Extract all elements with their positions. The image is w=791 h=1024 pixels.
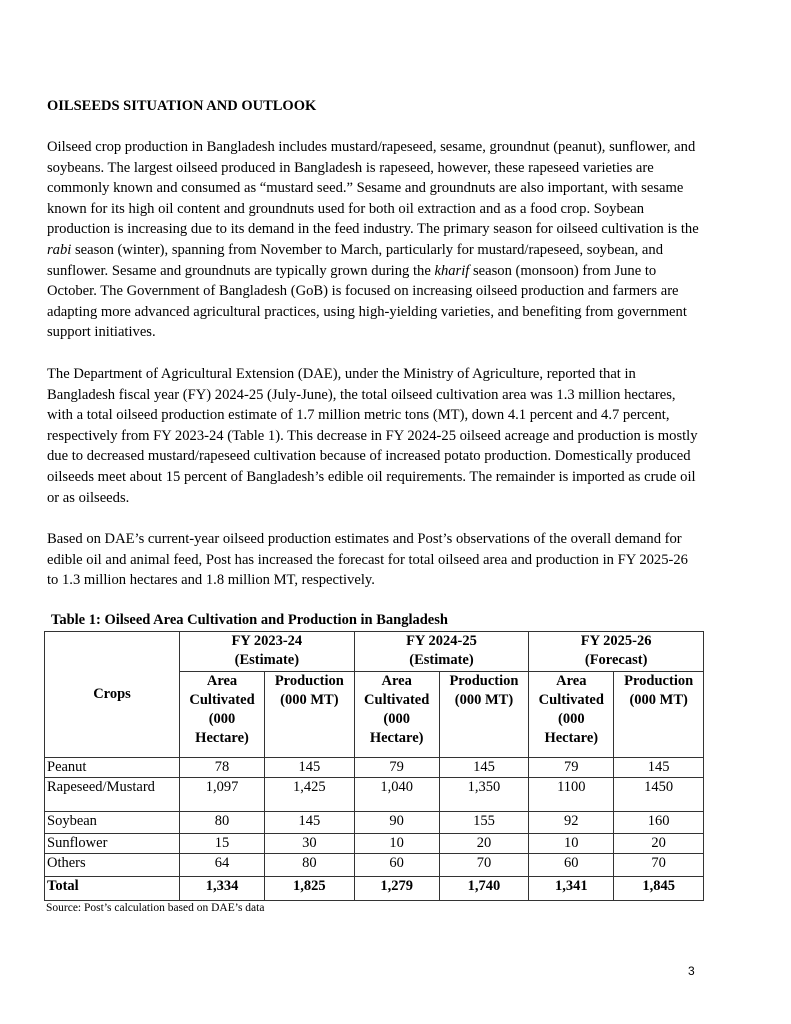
cell-value: 30 (265, 834, 355, 854)
cell-value: 80 (180, 812, 265, 834)
production-header: Production (000 MT) (439, 672, 529, 758)
cell-value: 1,334 (180, 877, 265, 901)
area-header: Area Cultivated (000 Hectare) (529, 672, 614, 758)
table-caption: Table 1: Oilseed Area Cultivation and Production in Bangladesh (51, 612, 448, 628)
cell-value: 1100 (529, 778, 614, 812)
cell-value: 90 (354, 812, 439, 834)
page-number: 3 (688, 964, 695, 978)
paragraph-dae-report: The Department of Agricultural Extension (DAE), under the Ministry of Agriculture, reported that in Bangladesh fiscal year (FY) 2024-25 (July-June), the total oilseed cultivation area was 1.3 million hectares, with a total oilseed production estimate of 1.7 million metric tons (MT), down 4.1 percent and 4.7 percent, respectively from FY 2023-24 (Table 1). This decrease in FY 2024-25 oilseed acreage and production is mostly due to decreased mustard/rapeseed cultivation because of increased potato production. Domestically produced oilseeds meet about 15 percent of Bangladesh’s edible oil requirements. The remainder is imported as crude oil or as oilseeds. (47, 366, 698, 506)
area-header: Area Cultivated (000 Hectare) (180, 672, 265, 758)
cell-value: 92 (529, 812, 614, 834)
cell-value: 160 (614, 812, 704, 834)
cell-value: 1,740 (439, 877, 529, 901)
crop-name: Total (45, 877, 180, 901)
cell-value: 10 (354, 834, 439, 854)
table-source: Source: Post’s calculation based on DAE’s data (46, 902, 265, 914)
italic-term: kharif (434, 262, 470, 279)
text: season (winter), spanning from November to March, particularly for mustard/rapeseed, soybean, and sunflower. Sesame and groundnuts are typically grown during the (47, 241, 663, 279)
year-header: FY 2023-24 (Estimate) (180, 632, 355, 672)
crop-name: Sunflower (45, 834, 180, 854)
cell-value: 70 (614, 854, 704, 877)
cell-value: 60 (529, 854, 614, 877)
cell-value: 20 (614, 834, 704, 854)
crops-header: Crops (45, 632, 180, 758)
cell-value: 10 (529, 834, 614, 854)
cell-value: 15 (180, 834, 265, 854)
production-header: Production (000 MT) (265, 672, 355, 758)
table-row (45, 834, 704, 854)
year-header: FY 2025-26 (Forecast) (529, 632, 704, 672)
crop-name: Others (45, 854, 180, 877)
paragraph-overview (47, 137, 702, 343)
cell-value: 60 (354, 854, 439, 877)
paragraph-forecast: Based on DAE’s current-year oilseed production estimates and Post’s observations of the overall demand for edible oil and animal feed, Post has increased the forecast for total oilseed area and production in FY 2025-26 to 1.3 million hectares and 1.8 million MT, respectively. (47, 531, 688, 589)
table-row (45, 778, 704, 812)
cell-value: 1,341 (529, 877, 614, 901)
crop-name: Peanut (45, 758, 180, 778)
cell-value: 145 (265, 812, 355, 834)
cell-value: 145 (614, 758, 704, 778)
cell-value: 1,040 (354, 778, 439, 812)
cell-value: 145 (265, 758, 355, 778)
table-row (45, 758, 704, 778)
cell-value: 1,825 (265, 877, 355, 901)
cell-value: 64 (180, 854, 265, 877)
total-row (45, 877, 704, 901)
cell-value: 79 (529, 758, 614, 778)
cell-value: 70 (439, 854, 529, 877)
oilseed-table (44, 631, 704, 901)
area-header: Area Cultivated (000 Hectare) (354, 672, 439, 758)
text: season (monsoon) from June to October. The Government of Bangladesh (GoB) is focused on increasing oilseed production and farmers are adapting more advanced agricultural practices, using high-yielding varieties, and benefiting from government support initiatives. (47, 262, 687, 341)
year-header: FY 2024-25 (Estimate) (354, 632, 529, 672)
table-row (45, 854, 704, 877)
cell-value: 1,425 (265, 778, 355, 812)
table-row (45, 812, 704, 834)
crop-name: Soybean (45, 812, 180, 834)
text: Oilseed crop production in Bangladesh includes mustard/rapeseed, sesame, groundnut (peanut), sunflower, and soybeans. The largest oilseed produced in Bangladesh is rapeseed, however, these rapeseed varieties are commonly known and consumed as “mustard seed.” Sesame and groundnuts are also important, with sesame known for its high oil content and groundnuts used for both oil extraction and as a food crop. Soybean production is increasing due to its demand in the feed industry. The primary season for oilseed cultivation is the (47, 139, 699, 238)
cell-value: 155 (439, 812, 529, 834)
italic-term: rabi (47, 241, 72, 258)
cell-value: 79 (354, 758, 439, 778)
cell-value: 1,845 (614, 877, 704, 901)
section-heading: OILSEEDS SITUATION AND OUTLOOK (47, 98, 317, 114)
cell-value: 80 (265, 854, 355, 877)
cell-value: 20 (439, 834, 529, 854)
cell-value: 145 (439, 758, 529, 778)
production-header: Production (000 MT) (614, 672, 704, 758)
cell-value: 1450 (614, 778, 704, 812)
cell-value: 1,097 (180, 778, 265, 812)
cell-value: 1,279 (354, 877, 439, 901)
cell-value: 78 (180, 758, 265, 778)
crop-name: Rapeseed/Mustard (45, 778, 180, 812)
cell-value: 1,350 (439, 778, 529, 812)
